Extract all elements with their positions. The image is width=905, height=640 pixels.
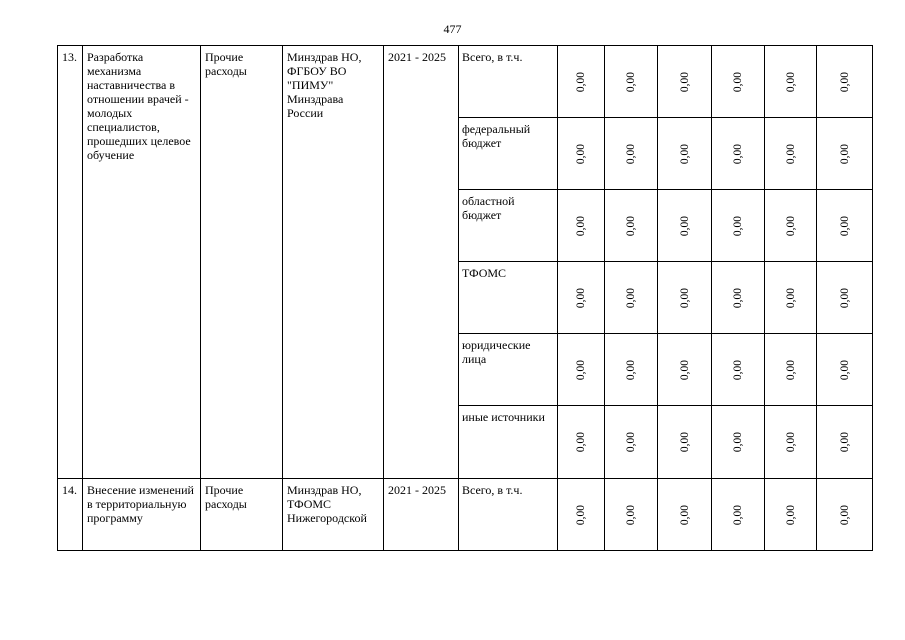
amount-cell: 0,00 bbox=[558, 262, 605, 334]
row-number: 14. bbox=[58, 479, 83, 551]
amount-cell: 0,00 bbox=[658, 479, 712, 551]
amount-cell: 0,00 bbox=[558, 118, 605, 190]
funding-source: ТФОМС bbox=[459, 262, 558, 334]
amount-cell: 0,00 bbox=[605, 118, 658, 190]
amount-cell: 0,00 bbox=[765, 334, 817, 406]
amount-cell: 0,00 bbox=[765, 190, 817, 262]
funding-source: иные источники bbox=[459, 406, 558, 479]
funding-source: Всего, в т.ч. bbox=[459, 46, 558, 118]
amount-cell: 0,00 bbox=[605, 406, 658, 479]
amount-cell: 0,00 bbox=[658, 118, 712, 190]
amount-cell: 0,00 bbox=[605, 46, 658, 118]
amount-cell: 0,00 bbox=[605, 479, 658, 551]
amount-cell: 0,00 bbox=[712, 46, 765, 118]
amount-cell: 0,00 bbox=[712, 406, 765, 479]
amount-cell: 0,00 bbox=[558, 406, 605, 479]
amount-cell: 0,00 bbox=[605, 334, 658, 406]
executor: Минздрав НО, ФГБОУ ВО "ПИМУ" Минздрава России bbox=[283, 46, 384, 479]
amount-cell: 0,00 bbox=[765, 479, 817, 551]
amount-cell: 0,00 bbox=[817, 190, 873, 262]
amount-cell: 0,00 bbox=[658, 46, 712, 118]
amount-cell: 0,00 bbox=[712, 190, 765, 262]
measure-name: Разработка механизма наставничества в отношении врачей - молодых специалистов, прошедших целевое обучение bbox=[83, 46, 201, 479]
amount-cell: 0,00 bbox=[817, 46, 873, 118]
expense-type: Прочие расходы bbox=[201, 46, 283, 479]
amount-cell: 0,00 bbox=[658, 334, 712, 406]
funding-source: федеральный бюджет bbox=[459, 118, 558, 190]
amount-cell: 0,00 bbox=[765, 262, 817, 334]
table-row bbox=[58, 46, 873, 118]
funding-source: областной бюджет bbox=[459, 190, 558, 262]
amount-cell: 0,00 bbox=[558, 46, 605, 118]
amount-cell: 0,00 bbox=[605, 190, 658, 262]
amount-cell: 0,00 bbox=[817, 118, 873, 190]
amount-cell: 0,00 bbox=[658, 190, 712, 262]
amount-cell: 0,00 bbox=[712, 262, 765, 334]
funding-source: юридические лица bbox=[459, 334, 558, 406]
amount-cell: 0,00 bbox=[765, 46, 817, 118]
funding-source: Всего, в т.ч. bbox=[459, 479, 558, 551]
amount-cell: 0,00 bbox=[817, 406, 873, 479]
amount-cell: 0,00 bbox=[558, 334, 605, 406]
amount-cell: 0,00 bbox=[658, 262, 712, 334]
table-row bbox=[58, 479, 873, 551]
amount-cell: 0,00 bbox=[817, 479, 873, 551]
expense-type: Прочие расходы bbox=[201, 479, 283, 551]
row-number: 13. bbox=[58, 46, 83, 479]
amount-cell: 0,00 bbox=[712, 334, 765, 406]
page-number: 477 bbox=[443, 22, 462, 36]
amount-cell: 0,00 bbox=[817, 262, 873, 334]
executor: Минздрав НО, ТФОМС Нижегородской bbox=[283, 479, 384, 551]
amount-cell: 0,00 bbox=[712, 118, 765, 190]
period: 2021 - 2025 bbox=[384, 46, 459, 479]
amount-cell: 0,00 bbox=[765, 118, 817, 190]
budget-table bbox=[57, 45, 873, 551]
amount-cell: 0,00 bbox=[817, 334, 873, 406]
amount-cell: 0,00 bbox=[765, 406, 817, 479]
amount-cell: 0,00 bbox=[712, 479, 765, 551]
amount-cell: 0,00 bbox=[658, 406, 712, 479]
amount-cell: 0,00 bbox=[605, 262, 658, 334]
amount-cell: 0,00 bbox=[558, 479, 605, 551]
measure-name: Внесение изменений в территориальную программу bbox=[83, 479, 201, 551]
amount-cell: 0,00 bbox=[558, 190, 605, 262]
period: 2021 - 2025 bbox=[384, 479, 459, 551]
